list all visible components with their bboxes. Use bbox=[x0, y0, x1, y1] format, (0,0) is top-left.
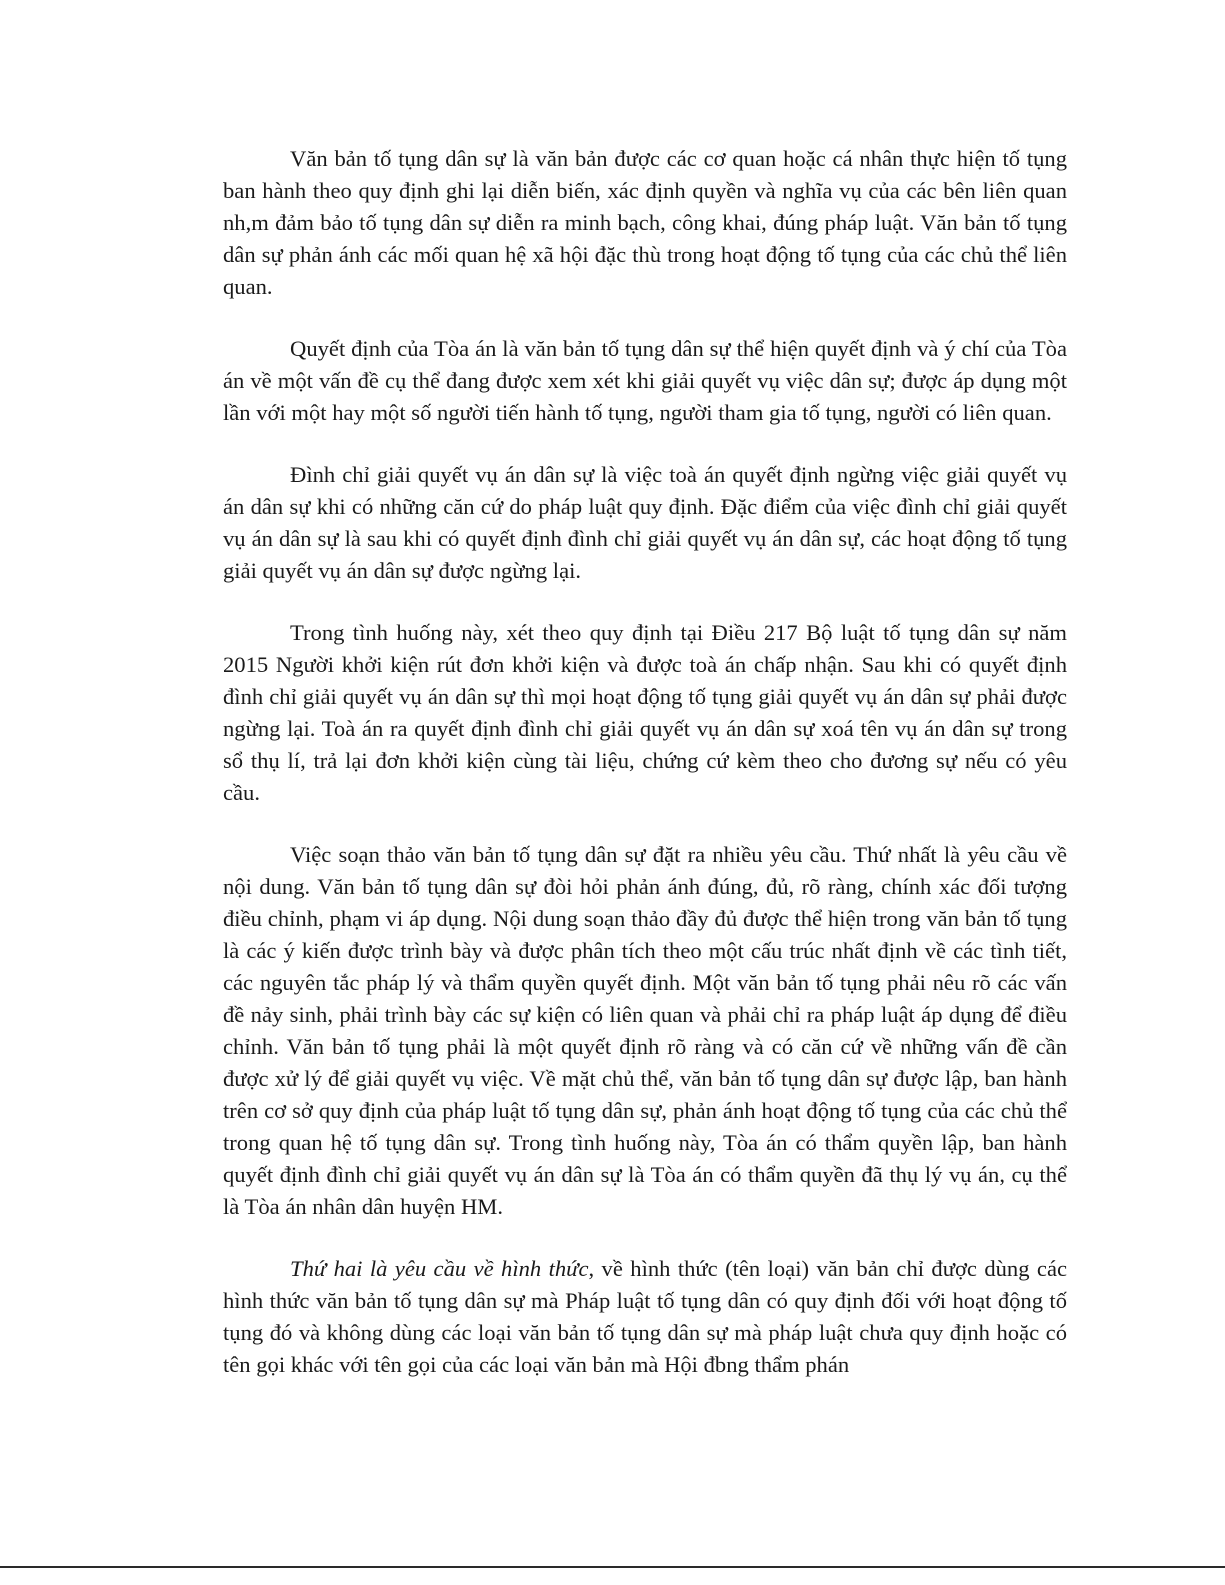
paragraph-content-requirements: Việc soạn thảo văn bản tố tụng dân sự đặt ra nhiều yêu cầu. Thứ nhất là yêu cầu về nội dung. Văn bản tố tụng dân sự đòi hỏi phản ánh đúng, đủ, rõ ràng, chính xác đối tượng điều chỉnh, phạm vi áp dụng. Nội dung soạn thảo đầy đủ được thể hiện trong văn bản tố tụng là các ý kiến được trình bày và được phân tích theo một cấu trúc nhất định về các tình tiết, các nguyên tắc pháp lý và thẩm quyền quyết định. Một văn bản tố tụng phải nêu rõ các vấn đề nảy sinh, phải trình bày các sự kiện có liên quan và phải chỉ ra pháp luật áp dụng để điều chỉnh. Văn bản tố tụng phải là một quyết định rõ ràng và có căn cứ về những vấn đề cần được xử lý để giải quyết vụ việc. Về mặt chủ thể, văn bản tố tụng dân sự được lập, ban hành trên cơ sở quy định của pháp luật tố tụng dân sự, phản ánh hoạt động tố tụng của các chủ thể trong quan hệ tố tụng dân sự. Trong tình huống này, Tòa án có thẩm quyền lập, ban hành quyết định đình chỉ giải quyết vụ án dân sự là Tòa án có thẩm quyền đã thụ lý vụ án, cụ thể là Tòa án nhân dân huyện HM. bbox=[223, 842, 1067, 1219]
paragraph-continuation: , về hình thức (tên loại) văn bản chỉ được dùng các hình thức văn bản tố tụng dân sự mà Pháp luật tố tụng dân có quy định đối với hoạt động tố tụng đó và không dùng các loại văn bản tố tụng dân sự mà pháp luật chưa quy định hoặc có tên gọi khác với tên gọi của các loại văn bản mà Hội đbng thẩm phán bbox=[223, 1256, 1067, 1377]
paragraph-court-decision: Quyết định của Tòa án là văn bản tố tụng dân sự thể hiện quyết định và ý chí của Tòa án về một vấn đề cụ thể đang được xem xét khi giải quyết vụ việc dân sự; được áp dụng một lần với một hay một số người tiến hành tố tụng, người tham gia tố tụng, người có liên quan. bbox=[223, 336, 1067, 425]
paragraph-suspension-of-case: Đình chỉ giải quyết vụ án dân sự là việc toà án quyết định ngừng việc giải quyết vụ án dân sự khi có những căn cứ do pháp luật quy định. Đặc điểm của việc đình chỉ giải quyết vụ án dân sự là sau khi có quyết định đình chỉ giải quyết vụ án dân sự, các hoạt động tố tụng giải quyết vụ án dân sự được ngừng lại. bbox=[223, 462, 1067, 583]
paragraph-form-requirements bbox=[223, 1253, 1067, 1381]
page-bottom-divider bbox=[0, 1566, 1225, 1568]
italic-lead-phrase: Thứ hai là yêu cầu về hình thức bbox=[290, 1256, 589, 1281]
paragraph-situation-article-217: Trong tình huống này, xét theo quy định tại Điều 217 Bộ luật tố tụng dân sự năm 2015 Người khởi kiện rút đơn khởi kiện và được toà án chấp nhận. Sau khi có quyết định đình chỉ giải quyết vụ án dân sự thì mọi hoạt động tố tụng giải quyết vụ án dân sự phải được ngừng lại. Toà án ra quyết định đình chỉ giải quyết vụ án dân sự xoá tên vụ án dân sự trong sổ thụ lí, trả lại đơn khởi kiện cùng tài liệu, chứng cứ kèm theo cho đương sự nếu có yêu cầu. bbox=[223, 620, 1067, 805]
paragraph-definition-civil-procedure-document: Văn bản tố tụng dân sự là văn bản được các cơ quan hoặc cá nhân thực hiện tố tụng ban hành theo quy định ghi lại diễn biến, xác định quyền và nghĩa vụ của các bên liên quan nh,m đảm bảo tố tụng dân sự diễn ra minh bạch, công khai, đúng pháp luật. Văn bản tố tụng dân sự phản ánh các mối quan hệ xã hội đặc thù trong hoạt động tố tụng của các chủ thể liên quan. bbox=[223, 146, 1067, 299]
document-body bbox=[223, 143, 1067, 1381]
